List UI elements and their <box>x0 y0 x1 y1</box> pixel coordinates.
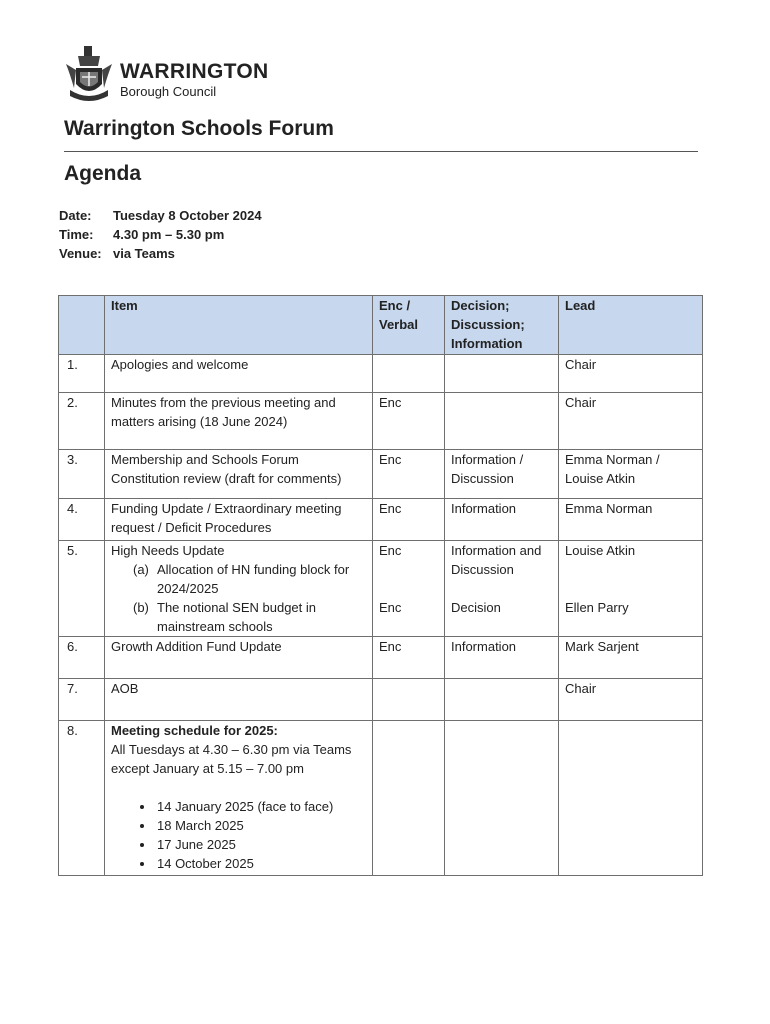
row-lead-b: Ellen Parry <box>565 600 629 615</box>
row-decision <box>445 679 559 721</box>
row-enc <box>373 541 445 637</box>
logo-subtitle: Borough Council <box>120 84 217 99</box>
row-decision <box>445 393 559 450</box>
sub-item-a-text: Allocation of HN funding block for 2024/2025 <box>157 562 350 596</box>
row-enc: Enc <box>373 450 445 499</box>
row-item: Membership and Schools Forum Constitution review (draft for comments) <box>105 450 373 499</box>
header-lead: Lead <box>559 296 703 355</box>
row-item: AOB <box>105 679 373 721</box>
schedule-date-item: • 18 March 2025 <box>155 816 366 835</box>
row-enc-a: Enc <box>379 543 402 558</box>
meta-venue <box>59 246 175 261</box>
row-item <box>105 721 373 876</box>
row-number: 1. <box>59 355 105 393</box>
row-item: Growth Addition Fund Update <box>105 637 373 679</box>
date-value: Tuesday 8 October 2024 <box>113 208 262 223</box>
sub-item-b <box>111 598 366 636</box>
table-header-row <box>59 296 703 355</box>
row-number: 7. <box>59 679 105 721</box>
row-lead: Chair <box>559 355 703 393</box>
date-label: Date: <box>59 208 92 223</box>
row-decision <box>445 721 559 876</box>
header-decision: Decision; Discussion; Information <box>445 296 559 355</box>
schedule-date-item: • 14 January 2025 (face to face) <box>155 797 366 816</box>
row-decision-a: Information and Discussion <box>451 543 542 577</box>
row-lead <box>559 721 703 876</box>
meta-date <box>59 208 262 223</box>
row-decision: Information <box>445 637 559 679</box>
row-lead-a: Louise Atkin <box>565 543 636 558</box>
row-enc-b: Enc <box>379 600 402 615</box>
header-num <box>59 296 105 355</box>
table-row <box>59 450 703 499</box>
row-enc <box>373 355 445 393</box>
table-row <box>59 393 703 450</box>
header-item: Item <box>105 296 373 355</box>
row-number: 2. <box>59 393 105 450</box>
sub-item-b-label: (b) <box>133 600 149 615</box>
row-lead: Emma Norman <box>559 499 703 541</box>
row-enc: Enc <box>373 637 445 679</box>
row-enc: Enc <box>373 393 445 450</box>
row-enc: Enc <box>373 499 445 541</box>
sub-item-a <box>111 560 366 598</box>
table-row <box>59 541 703 637</box>
header-enc: Enc / Verbal <box>373 296 445 355</box>
venue-value: via Teams <box>113 246 175 261</box>
schedule-dates <box>111 797 366 873</box>
time-label: Time: <box>59 227 94 242</box>
row-lead: Mark Sarjent <box>559 637 703 679</box>
row-lead: Emma Norman / Louise Atkin <box>559 450 703 499</box>
council-logo <box>64 44 294 104</box>
sub-item-b-text: The notional SEN budget in mainstream schools <box>157 600 316 634</box>
row-decision <box>445 541 559 637</box>
table-row <box>59 355 703 393</box>
agenda-title: Agenda <box>64 162 142 185</box>
row-decision-b: Decision <box>451 600 501 615</box>
schedule-text: All Tuesdays at 4.30 – 6.30 pm via Teams except January at 5.15 – 7.00 pm <box>111 742 352 776</box>
row-lead: Chair <box>559 393 703 450</box>
row-item: Apologies and welcome <box>105 355 373 393</box>
row-decision <box>445 355 559 393</box>
time-value: 4.30 pm – 5.30 pm <box>113 227 225 242</box>
table-row <box>59 637 703 679</box>
row-number: 8. <box>59 721 105 876</box>
schedule-date-item: • 14 October 2025 <box>155 854 366 873</box>
sub-item-a-label: (a) <box>133 562 149 577</box>
row-number: 4. <box>59 499 105 541</box>
crest-icon <box>64 44 114 104</box>
row-item <box>105 541 373 637</box>
row-number: 3. <box>59 450 105 499</box>
meta-time <box>59 227 224 242</box>
table-row <box>59 499 703 541</box>
row-number: 5. <box>59 541 105 637</box>
row-lead <box>559 541 703 637</box>
row-item: Minutes from the previous meeting and matters arising (18 June 2024) <box>105 393 373 450</box>
row-enc <box>373 721 445 876</box>
venue-label: Venue: <box>59 246 102 261</box>
row-item: Funding Update / Extraordinary meeting request / Deficit Procedures <box>105 499 373 541</box>
agenda-table <box>58 295 703 876</box>
row-item-title: High Needs Update <box>111 543 225 558</box>
table-row <box>59 721 703 876</box>
row-decision: Information <box>445 499 559 541</box>
row-lead: Chair <box>559 679 703 721</box>
schedule-date-item: • 17 June 2025 <box>155 835 366 854</box>
table-row <box>59 679 703 721</box>
row-enc <box>373 679 445 721</box>
logo-name: WARRINGTON <box>120 60 269 83</box>
forum-title: Warrington Schools Forum <box>64 117 334 140</box>
title-divider <box>64 151 698 152</box>
schedule-title: Meeting schedule for 2025: <box>111 723 278 738</box>
row-number: 6. <box>59 637 105 679</box>
row-decision: Information / Discussion <box>445 450 559 499</box>
